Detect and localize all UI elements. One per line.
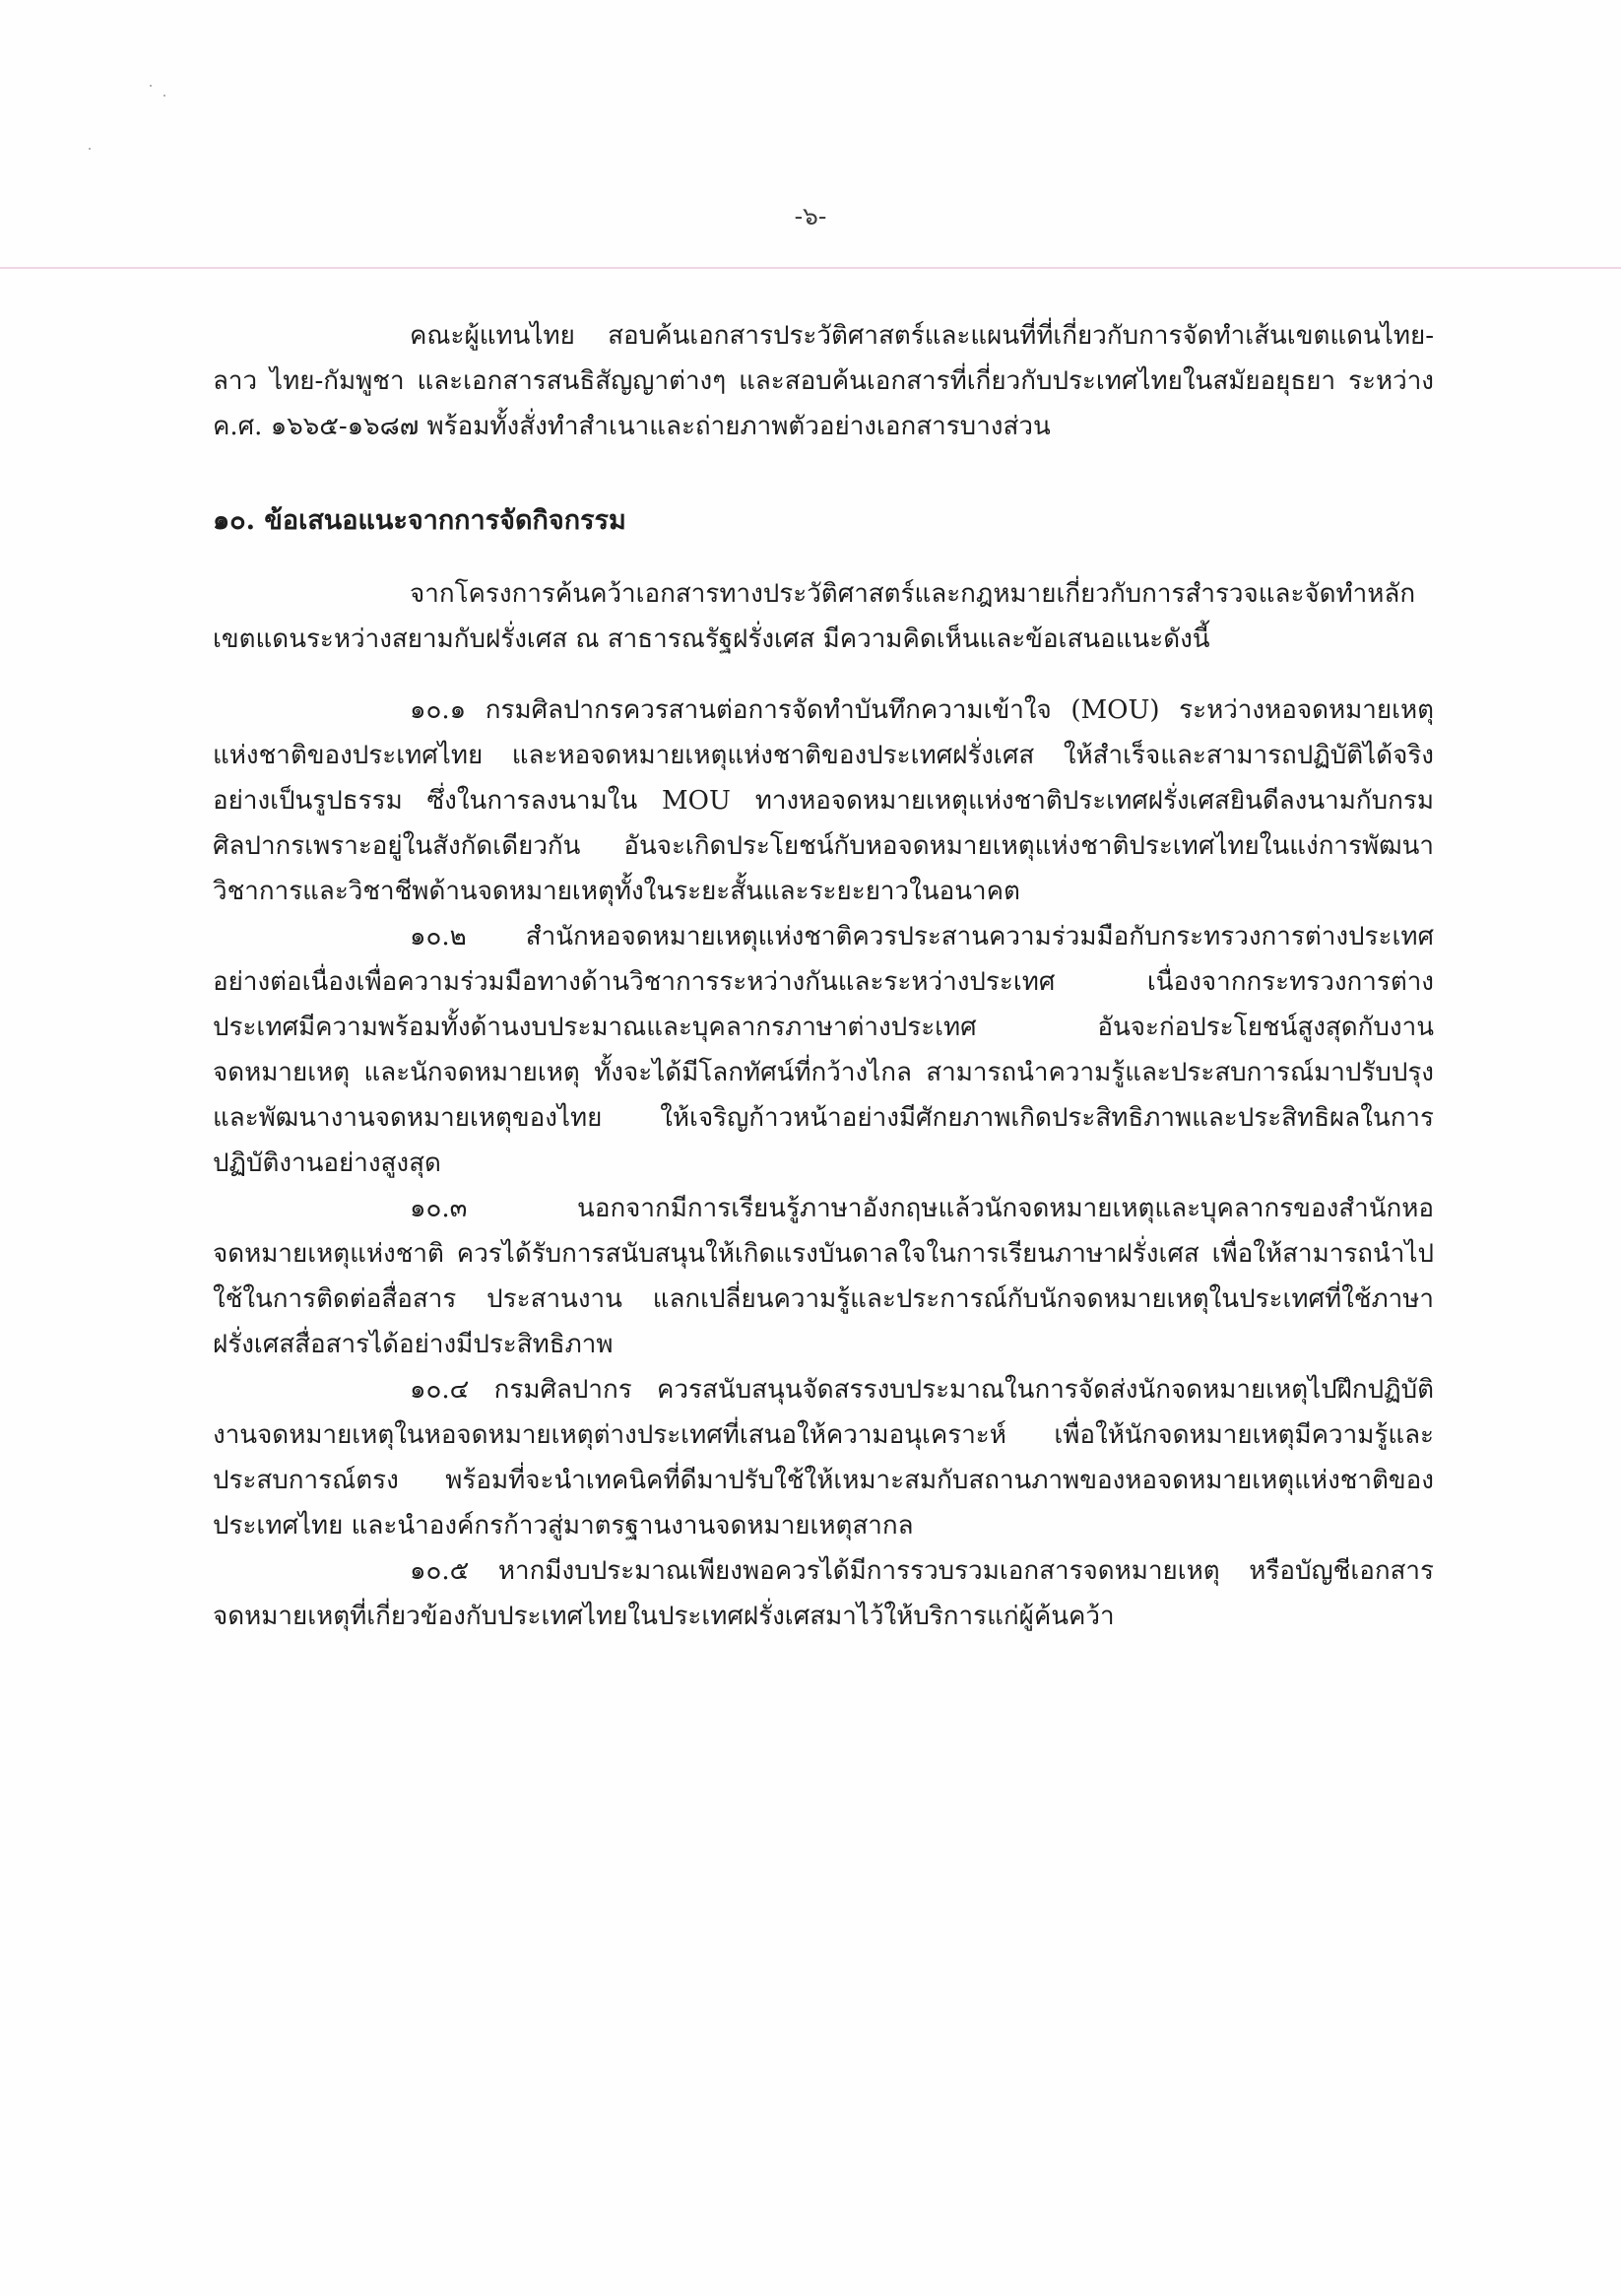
scan-artifact-line (0, 267, 1621, 269)
document-body (213, 313, 1434, 1639)
recommendation-item: ๑๐.๔ กรมศิลปากร ควรสนับสนุนจัดสรรงบประมาณในการจัดส่งนักจดหมายเหตุไปฝึกปฏิบัติงานจดหมายเหตุในหอจดหมายเหตุต่างประเทศที่เสนอให้ความอนุเคราะห์ เพื่อให้นักจดหมายเหตุมีความรู้และประสบการณ์ตรง พร้อมที่จะนำเทคนิคที่ดีมาปรับใช้ให้เหมาะสมกับสถานภาพของหอจดหมายเหตุแห่งชาติของประเทศไทย และนำองค์กรก้าวสู่มาตรฐานงานจดหมายเหตุสากล (213, 1375, 1434, 1541)
recommendation-item: ๑๐.๓ นอกจากมีการเรียนรู้ภาษาอังกฤษแล้วนักจดหมายเหตุและบุคลากรของสำนักหอจดหมายเหตุแห่งชาติ ควรได้รับการสนับสนุนให้เกิดแรงบันดาลใจในการเรียนภาษาฝรั่งเศส เพื่อให้สามารถนำไปใช้ในการติดต่อสื่อสาร ประสานงาน แลกเปลี่ยนความรู้และประการณ์กับนักจดหมายเหตุในประเทศที่ใช้ภาษาฝรั่งเศสสื่อสารได้อย่างมีประสิทธิภาพ (213, 1194, 1434, 1359)
recommendation-item: ๑๐.๕ หากมีงบประมาณเพียงพอควรได้มีการรวบรวมเอกสารจดหมายเหตุ หรือบัญชีเอกสารจดหมายเหตุที่เกี่ยวข้องกับประเทศไทยในประเทศฝรั่งเศสมาไว้ให้บริการแก่ผู้ค้นคว้า (213, 1556, 1434, 1631)
recommendation-item: ๑๐.๒ สำนักหอจดหมายเหตุแห่งชาติควรประสานความร่วมมือกับกระทรวงการต่างประเทศอย่างต่อเนื่องเพื่อความร่วมมือทางด้านวิชาการระหว่างกันและระหว่างประเทศ เนื่องจากกระทรวงการต่างประเทศมีความพร้อมทั้งด้านงบประมาณและบุคลากรภาษาต่างประเทศ อันจะก่อประโยชน์สูงสุดกับงานจดหมายเหตุ และนักจดหมายเหตุ ทั้งจะได้มีโลกทัศน์ที่กว้างไกล สามารถนำความรู้และประสบการณ์มาปรับปรุงและพัฒนางานจดหมายเหตุของไทย ให้เจริญก้าวหน้าอย่างมีศักยภาพเกิดประสิทธิภาพและประสิทธิผลในการปฏิบัติงานอย่างสูงสุด (213, 922, 1434, 1178)
recommendation-item: ๑๐.๑ กรมศิลปากรควรสานต่อการจัดทำบันทึกความเข้าใจ (MOU) ระหว่างหอจดหมายเหตุแห่งชาติของประเทศไทย และหอจดหมายเหตุแห่งชาติของประเทศฝรั่งเศส ให้สำเร็จและสามารถปฏิบัติได้จริงอย่างเป็นรูปธรรม ซึ่งในการลงนามใน MOU ทางหอจดหมายเหตุแห่งชาติประเทศฝรั่งเศสยินดีลงนามกับกรมศิลปากรเพราะอยู่ในสังกัดเดียวกัน อันจะเกิดประโยชน์กับหอจดหมายเหตุแห่งชาติประเทศไทยในแง่การพัฒนาวิชาการและวิชาชีพด้านจดหมายเหตุทั้งในระยะสั้นและระยะยาวในอนาคต (213, 695, 1434, 906)
section-heading: ๑๐. ข้อเสนอแนะจากการจัดกิจกรรม (213, 505, 626, 536)
intro-paragraph: คณะผู้แทนไทย สอบค้นเอกสารประวัติศาสตร์และแผนที่ที่เกี่ยวกับการจัดทำเส้นเขตแดนไทย-ลาว ไทย-กัมพูชา และเอกสารสนธิสัญญาต่างๆ และสอบค้นเอกสารที่เกี่ยวกับประเทศไทยในสมัยอยุธยา ระหว่าง ค.ศ. ๑๖๖๕-๑๖๘๗ พร้อมทั้งสั่งทำสำเนาและถ่ายภาพตัวอย่างเอกสารบางส่วน (213, 321, 1434, 441)
section-intro-paragraph: จากโครงการค้นคว้าเอกสารทางประวัติศาสตร์และกฎหมายเกี่ยวกับการสำรวจและจัดทำหลักเขตแดนระหว่างสยามกับฝรั่งเศส ณ สาธารณรัฐฝรั่งเศส มีความคิดเห็นและข้อเสนอแนะดังนี้ (213, 579, 1416, 654)
page-number: -๖- (794, 202, 827, 230)
